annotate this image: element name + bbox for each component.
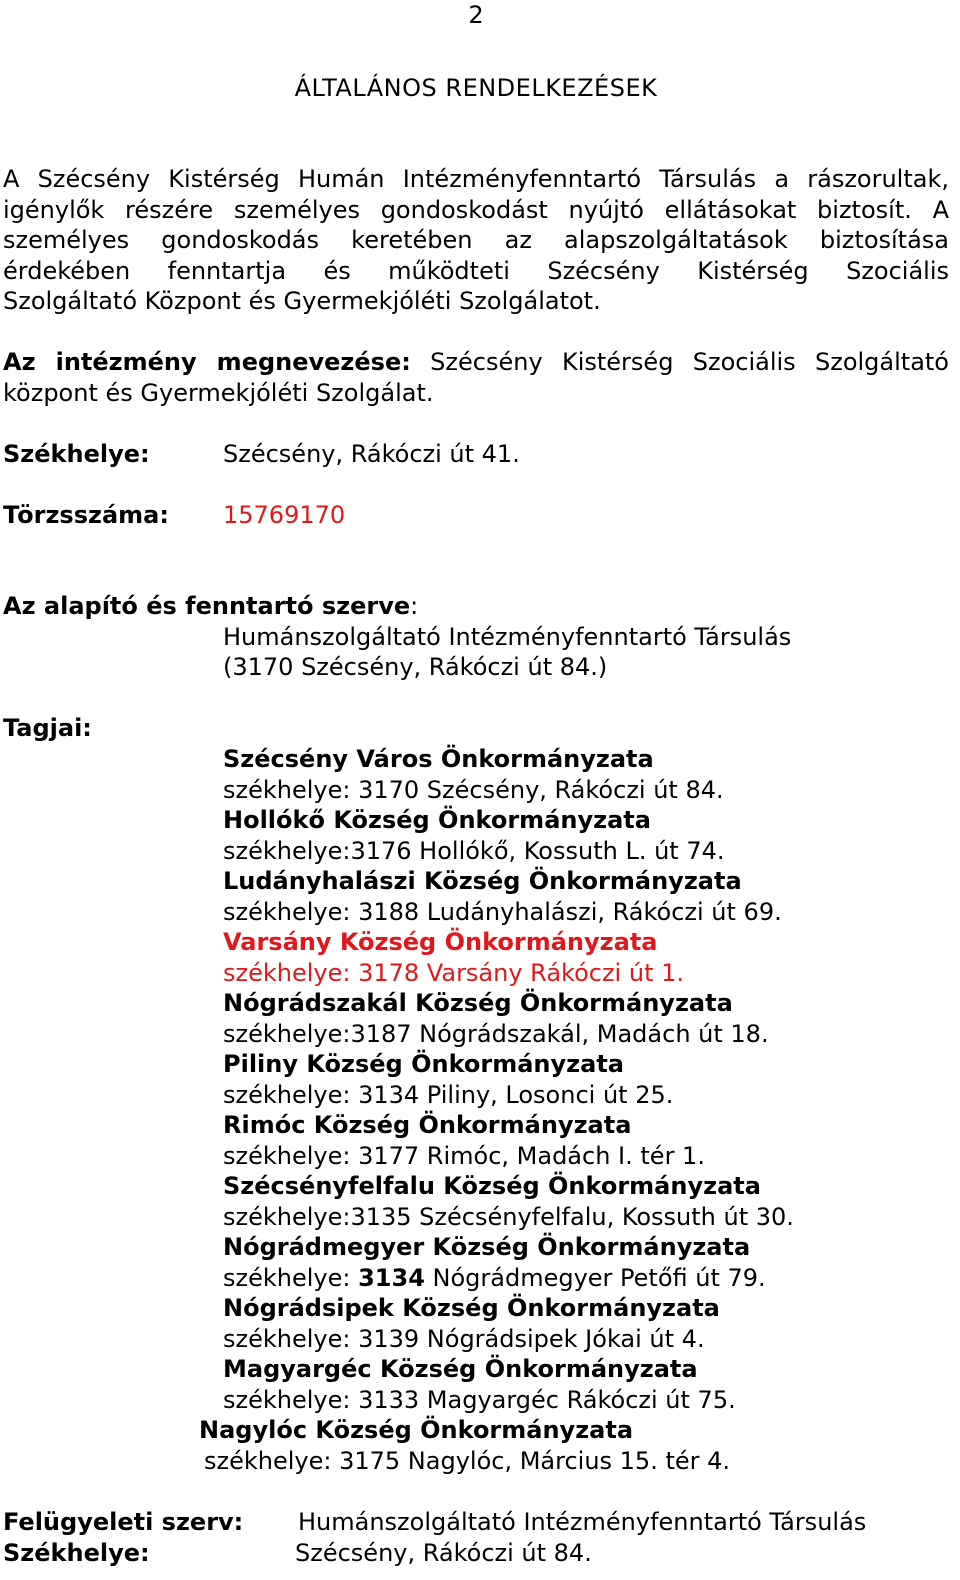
member-seat [223, 1263, 766, 1294]
intro-line: A Szécsény Kistérség Humán Intézményfenntartó Társulás a rászorultak, [3, 165, 949, 193]
member-seat-highlighted: székhelye: 3178 Varsány Rákóczi út 1. [223, 959, 685, 987]
member-seat: székhelye: 3170 Szécsény, Rákóczi út 84. [223, 776, 724, 804]
member-seat: székhelye: 3177 Rimóc, Madách I. tér 1. [223, 1142, 705, 1170]
page-number: 2 [468, 1, 484, 29]
supervisor-seat-value: Szécsény, Rákóczi út 84. [295, 1539, 592, 1567]
seat-value: Szécsény, Rákóczi út 41. [223, 440, 520, 468]
founder-label: Az alapító és fenntartó szerve [3, 592, 411, 620]
member-seat: székhelye:3176 Hollókő, Kossuth L. út 74. [223, 837, 725, 865]
intro-line: érdekében fenntartja és működteti Szécsény Kistérség Szociális [3, 256, 949, 285]
member-seat-code: 3134 [358, 1264, 425, 1292]
institution-name [3, 347, 949, 408]
institution-line-1 [3, 347, 949, 378]
member-name: Hollókő Község Önkormányzata [223, 806, 651, 834]
registry-label: Törzsszáma: [3, 501, 169, 529]
member-seat: székhelye:3135 Szécsényfelfalu, Kossuth út 30. [223, 1203, 794, 1231]
member-name: Szécsényfelfalu Község Önkormányzata [223, 1172, 761, 1200]
intro-line: Szolgáltató Központ és Gyermekjóléti Szolgálatot. [3, 287, 601, 316]
member-seat-rest: Nógrádmegyer Petőfi út 79. [424, 1264, 766, 1292]
founder-address: (3170 Szécsény, Rákóczi út 84.) [223, 653, 608, 681]
intro-line: igénylők részére személyes gondoskodást nyújtó ellátásokat biztosít. A [3, 195, 949, 224]
member-seat: székhelye: 3175 Nagylóc, Március 15. tér 4. [204, 1447, 731, 1475]
supervisor-label: Felügyeleti szerv: [3, 1508, 244, 1536]
member-name: Nógrádmegyer Község Önkormányzata [223, 1233, 751, 1261]
founder-label-line [3, 591, 418, 622]
member-seat-prefix: székhelye: [223, 1264, 359, 1292]
founder-name: Humánszolgáltató Intézményfenntartó Társulás [223, 623, 792, 651]
member-seat: székhelye:3187 Nógrádszakál, Madách út 18. [223, 1020, 769, 1048]
institution-label: Az intézmény megnevezése: [3, 348, 411, 376]
institution-value: Szécsény Kistérség Szociális Szolgáltató [430, 348, 949, 376]
member-name-highlighted: Varsány Község Önkormányzata [223, 928, 658, 956]
member-name: Szécsény Város Önkormányzata [223, 745, 654, 773]
intro-paragraph [3, 164, 949, 317]
member-name: Magyargéc Község Önkormányzata [223, 1355, 698, 1383]
member-seat: székhelye: 3133 Magyargéc Rákóczi út 75. [223, 1386, 736, 1414]
founder-colon: : [410, 592, 419, 620]
member-name: Rimóc Község Önkormányzata [223, 1111, 632, 1139]
institution-value-line-2: központ és Gyermekjóléti Szolgálat. [3, 378, 434, 407]
registry-value: 15769170 [223, 501, 346, 529]
member-name: Piliny Község Önkormányzata [223, 1050, 624, 1078]
supervisor-seat-label: Székhelye: [3, 1539, 150, 1567]
seat-label: Székhelye: [3, 440, 150, 468]
members-label: Tagjai: [3, 714, 92, 742]
member-seat: székhelye: 3134 Piliny, Losonci út 25. [223, 1081, 674, 1109]
member-seat: székhelye: 3188 Ludányhalászi, Rákóczi út 69. [223, 898, 782, 926]
supervisor-value: Humánszolgáltató Intézményfenntartó Társulás [298, 1508, 867, 1536]
intro-line: személyes gondoskodás keretében az alapszolgáltatások biztosítása [3, 226, 949, 255]
member-name: Nógrádsipek Község Önkormányzata [223, 1294, 720, 1322]
member-name: Nógrádszakál Község Önkormányzata [223, 989, 733, 1017]
member-name: Nagylóc Község Önkormányzata [199, 1416, 634, 1444]
member-seat: székhelye: 3139 Nógrádsipek Jókai út 4. [223, 1325, 705, 1353]
member-name: Ludányhalászi Község Önkormányzata [223, 867, 742, 895]
page-title: ÁLTALÁNOS RENDELKEZÉSEK [294, 74, 658, 102]
